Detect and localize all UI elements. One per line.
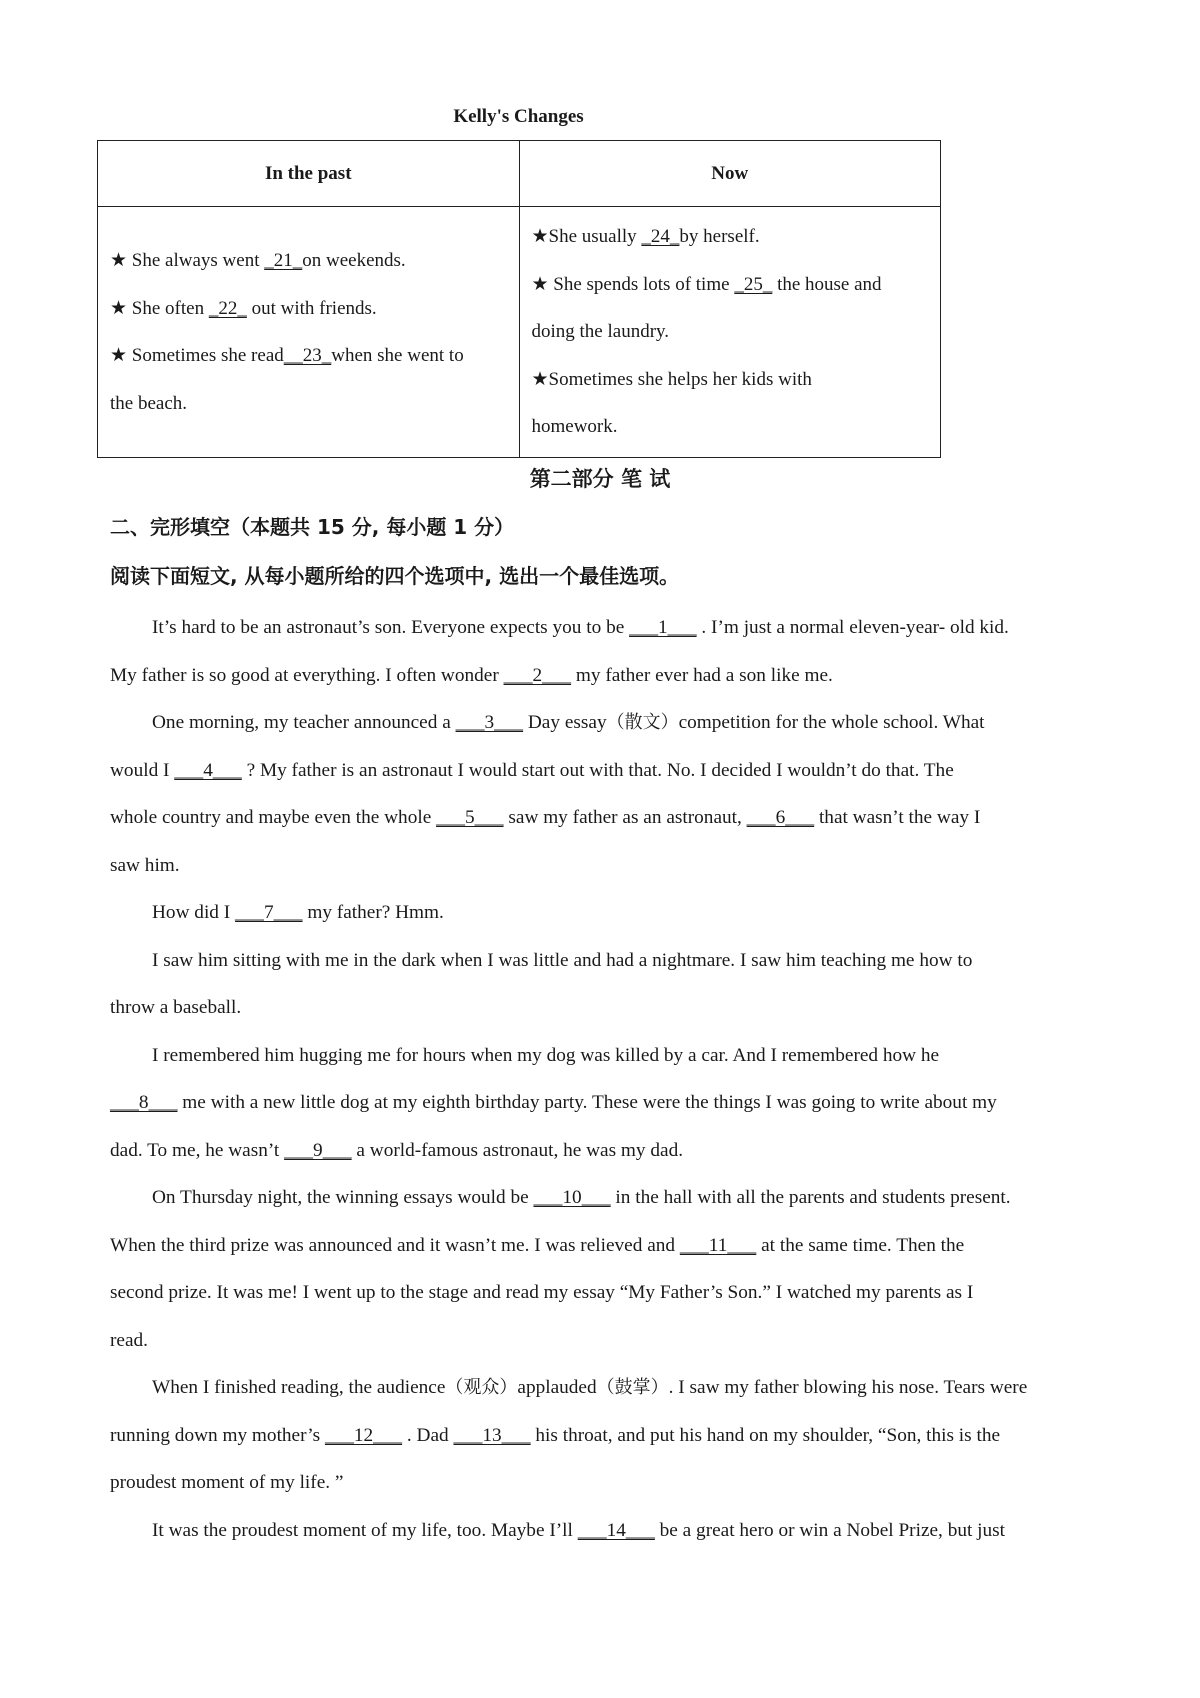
answer-blank: ___2___ [503, 664, 572, 686]
answer-blank: _25_ [734, 273, 773, 295]
table-title: Kelly's Changes [453, 106, 584, 127]
passage-text: in the hall with all the parents and students present. [610, 1187, 1011, 1208]
passage-text: I remembered him hugging me for hours when my dog was killed by a car. And I remembered how he [152, 1044, 940, 1066]
answer-blank: _24_ [641, 226, 680, 248]
passage-line [110, 604, 1110, 652]
passage-text: It’s hard to be an astronaut’s son. Everyone expects you to be [152, 617, 630, 638]
passage-line [110, 1032, 1110, 1080]
answer-blank: ___8___ [110, 1092, 178, 1113]
passage-text: my father? Hmm. [302, 902, 444, 923]
table-cell-line [110, 332, 507, 380]
passage-text: my father ever had a son like me. [571, 664, 833, 686]
gloss-text: （鼓掌） [596, 1377, 669, 1398]
passage-text: applauded [517, 1377, 597, 1398]
table-cell-line [110, 380, 507, 428]
answer-blank: _21_ [264, 250, 303, 271]
passage-text: running down my mother’s [110, 1424, 325, 1446]
answer-blank: ___13___ [453, 1424, 531, 1446]
answer-blank: ___6___ [746, 807, 815, 828]
passage-line [110, 747, 1110, 795]
cell-text: by herself. [679, 226, 760, 248]
cell-text: the beach. [110, 392, 188, 414]
cell-text: ★ She spends lots of time [531, 273, 735, 295]
cell-text: on weekends. [302, 250, 406, 271]
cell-text: out with friends. [246, 297, 377, 319]
changes-table [97, 140, 941, 458]
table-cell-line [110, 285, 507, 333]
answer-blank: ___3___ [455, 712, 524, 733]
passage-text: dad. To me, he wasn’t [110, 1139, 285, 1161]
passage-text: How did I [152, 902, 236, 923]
header-in-the-past: In the past [98, 141, 520, 207]
passage-text: One morning, my teacher announced a [152, 712, 456, 733]
passage-text: . I’m just a normal eleven-year- old kid. [696, 617, 1009, 638]
passage-text: competition for the whole school. What [678, 712, 985, 733]
answer-blank: ___5___ [436, 807, 504, 828]
passage-text: My father is so good at everything. I often wonder [110, 664, 504, 686]
gloss-text: （散文） [606, 712, 679, 733]
past-cell [98, 207, 520, 458]
passage-text: . Dad [402, 1424, 454, 1446]
table-header-row [98, 141, 941, 207]
answer-blank: ___4___ [174, 759, 242, 781]
cell-text: doing the laundry. [531, 321, 670, 343]
table-cell-line [532, 356, 929, 404]
passage-line [110, 1317, 1110, 1365]
passage-line [110, 1412, 1110, 1460]
passage-text: at the same time. Then the [756, 1234, 965, 1256]
passage-text: would I [110, 759, 175, 781]
passage-text: me with a new little dog at my eighth birthday party. These were the things I was going to write about my [177, 1092, 997, 1113]
passage-text: I saw him sitting with me in the dark when I was little and had a nightmare. I saw him teaching me how to [152, 949, 973, 971]
table-cell-line [532, 308, 929, 356]
now-cell [519, 207, 941, 458]
passage-text: his throat, and put his hand on my shoulder, “Son, this is the [530, 1424, 1001, 1446]
passage-text: saw him. [110, 854, 180, 876]
gloss-text: （观众） [445, 1377, 518, 1398]
answer-blank: _22_ [208, 297, 247, 319]
table-cell-line [532, 213, 929, 261]
passage-text: proudest moment of my life. ” [110, 1472, 344, 1493]
passage-line [110, 1459, 1110, 1507]
passage-line [110, 1507, 1110, 1555]
answer-blank: ___10___ [533, 1187, 611, 1208]
answer-blank: ___7___ [235, 902, 303, 923]
passage-text: that wasn’t the way I [814, 807, 981, 828]
table-cell-line [532, 403, 929, 451]
passage-line [110, 1364, 1110, 1412]
cell-text: ★Sometimes she helps her kids with [531, 368, 812, 390]
passage-text: be a great hero or win a Nobel Prize, but just [654, 1519, 1006, 1541]
cell-text: the house and [772, 273, 882, 295]
passage-text: read. [110, 1329, 148, 1351]
passage-text: ? My father is an astronaut I would start out with that. No. I decided I wouldn’t do that. The [241, 759, 954, 781]
passage-text: saw my father as an astronaut, [503, 807, 747, 828]
cell-text: ★She usually [531, 226, 642, 248]
passage-line [110, 794, 1110, 842]
passage-text: It was the proudest moment of my life, too. Maybe I’ll [152, 1519, 578, 1541]
passage-line [110, 652, 1110, 700]
instruction: 阅读下面短文, 从每小题所给的四个选项中, 选出一个最佳选项。 [110, 564, 680, 588]
passage-line [110, 1127, 1110, 1175]
passage-line [110, 1174, 1110, 1222]
passage-text: On Thursday night, the winning essays would be [152, 1187, 534, 1208]
passage-line [110, 1079, 1110, 1127]
passage-line [110, 699, 1110, 747]
cell-text: ★ She always went [110, 250, 265, 271]
passage-line [110, 937, 1110, 985]
cell-text: homework. [531, 416, 618, 438]
passage-text: Day essay [523, 712, 607, 733]
cloze-passage [110, 604, 1110, 1554]
passage-text: a world-famous astronaut, he was my dad. [351, 1139, 684, 1161]
part-heading: 第二部分 笔 试 [529, 467, 671, 491]
passage-line [110, 984, 1110, 1032]
passage-line [110, 889, 1110, 937]
passage-text: whole country and maybe even the whole [110, 807, 437, 828]
answer-blank: ___11___ [679, 1234, 757, 1256]
answer-blank: __23_ [283, 345, 332, 366]
header-now: Now [519, 141, 941, 207]
passage-text: . I saw my father blowing his nose. Tears were [668, 1377, 1028, 1398]
passage-text: When I finished reading, the audience [152, 1377, 446, 1398]
answer-blank: ___1___ [629, 617, 697, 638]
passage-line [110, 1269, 1110, 1317]
passage-line [110, 1222, 1110, 1270]
answer-blank: ___9___ [284, 1139, 352, 1161]
passage-line [110, 842, 1110, 890]
answer-blank: ___14___ [577, 1519, 655, 1541]
passage-text: second prize. It was me! I went up to the stage and read my essay “My Father’s Son.” I watched my parents as I [110, 1282, 974, 1303]
cell-text: when she went to [331, 345, 464, 366]
passage-text: throw a baseball. [110, 997, 242, 1018]
table-body-row [98, 207, 941, 458]
answer-blank: ___12___ [324, 1424, 403, 1446]
passage-text: When the third prize was announced and it wasn’t me. I was relieved and [110, 1234, 680, 1256]
section-heading: 二、完形填空（本题共 15 分, 每小题 1 分） [110, 515, 515, 539]
cell-text: ★ She often [110, 297, 209, 319]
cell-text: ★ Sometimes she read [110, 345, 284, 366]
table-cell-line [110, 237, 507, 285]
table-cell-line [532, 261, 929, 309]
